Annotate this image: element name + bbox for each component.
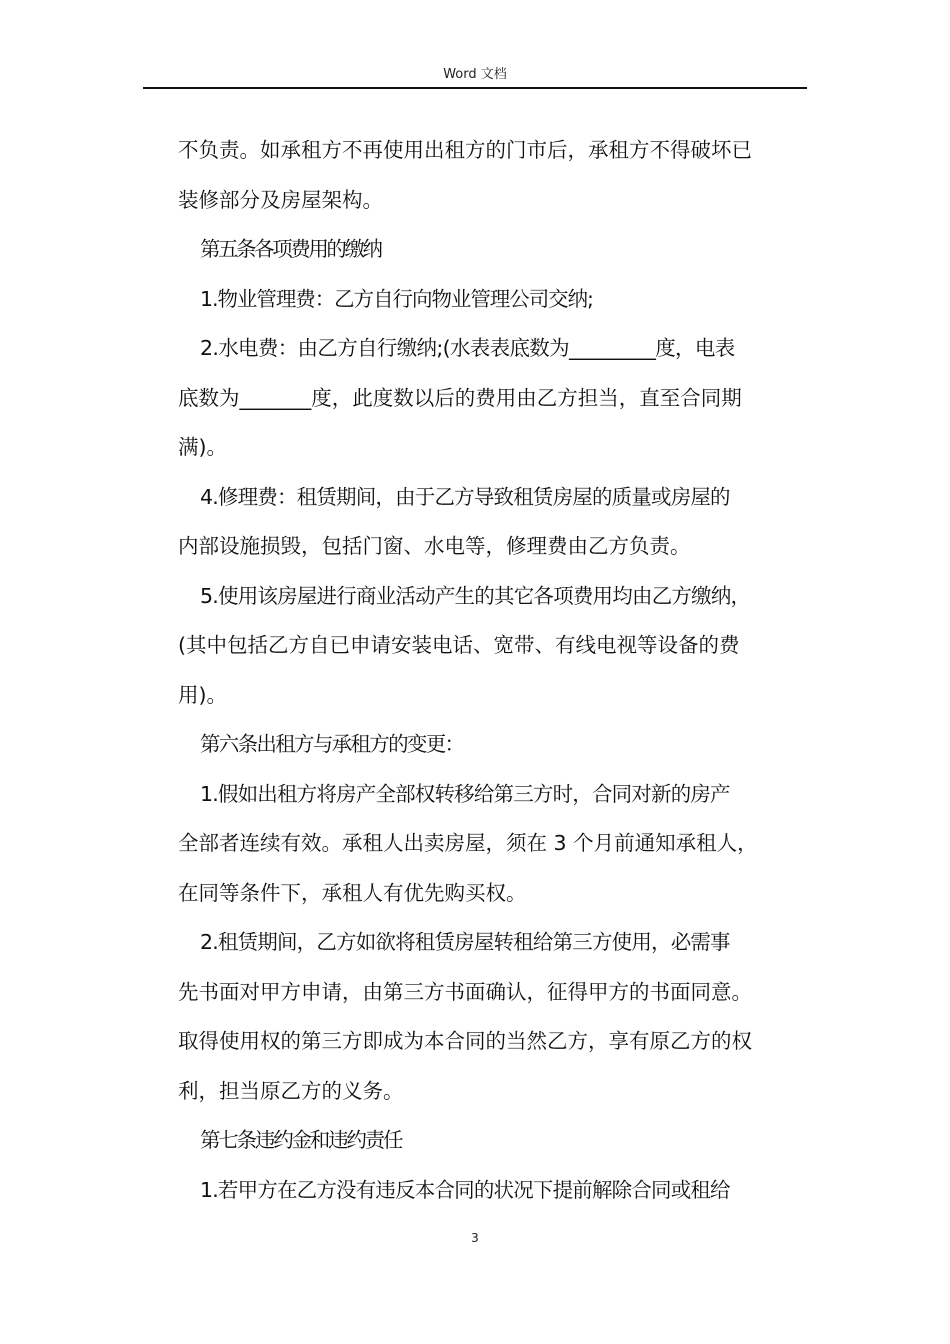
text-line: 装修部分及房屋架构。	[178, 187, 383, 212]
header-divider	[143, 87, 807, 89]
text-line: 底数为_______度，此度数以后的费用由乙方担当，直至合同期	[178, 385, 742, 410]
document-body	[178, 126, 814, 1215]
text-line: 第五条各项费用的缴纳	[200, 237, 381, 261]
text-line: 先书面对甲方申请，由第三方书面确认，征得甲方的书面同意。	[178, 979, 752, 1004]
text-line: 全部者连续有效。承租人出卖房屋，须在 3 个月前通知承租人，	[178, 831, 758, 855]
text-line: 1.假如出租方将房产全部权转移给第三方时，合同对新的房产	[200, 781, 730, 806]
text-line: 不负责。如承租方不再使用出租方的门市后，承租方不得破坏已	[178, 138, 752, 162]
document-header-title: Word 文档	[443, 67, 507, 82]
text-line: 1.物业管理费：乙方自行向物业管理公司交纳;	[200, 286, 593, 311]
text-line: 用)。	[178, 682, 227, 707]
text-line: 1.若甲方在乙方没有违反本合同的状况下提前解除合同或租给	[200, 1177, 730, 1202]
text-line: 第七条违约金和违约责任	[200, 1128, 402, 1152]
text-line: 满)。	[178, 435, 227, 459]
text-line: 取得使用权的第三方即成为本合同的当然乙方，享有原乙方的权	[178, 1029, 752, 1053]
text-line: 5.使用该房屋进行商业活动产生的其它各项费用均由乙方缴纳，	[200, 583, 751, 608]
page-number: 3	[471, 1231, 479, 1245]
text-line: 2.租赁期间，乙方如欲将租赁房屋转租给第三方使用，必需事	[200, 930, 730, 954]
text-line: 内部设施损毁，包括门窗、水电等，修理费由乙方负责。	[178, 534, 691, 558]
text-line: 第六条出租方与承租方的变更：	[200, 732, 464, 756]
text-line: (其中包括乙方自已申请安装电话、宽带、有线电视等设备的费	[178, 633, 740, 657]
text-line: 2.水电费：由乙方自行缴纳;(水表表底数为_________度，电表	[200, 336, 735, 360]
text-line: 在同等条件下，承租人有优先购买权。	[178, 880, 527, 905]
text-line: 4.修理费：租赁期间，由于乙方导致租赁房屋的质量或房屋的	[200, 484, 730, 509]
text-line: 利，担当原乙方的义务。	[178, 1078, 404, 1103]
